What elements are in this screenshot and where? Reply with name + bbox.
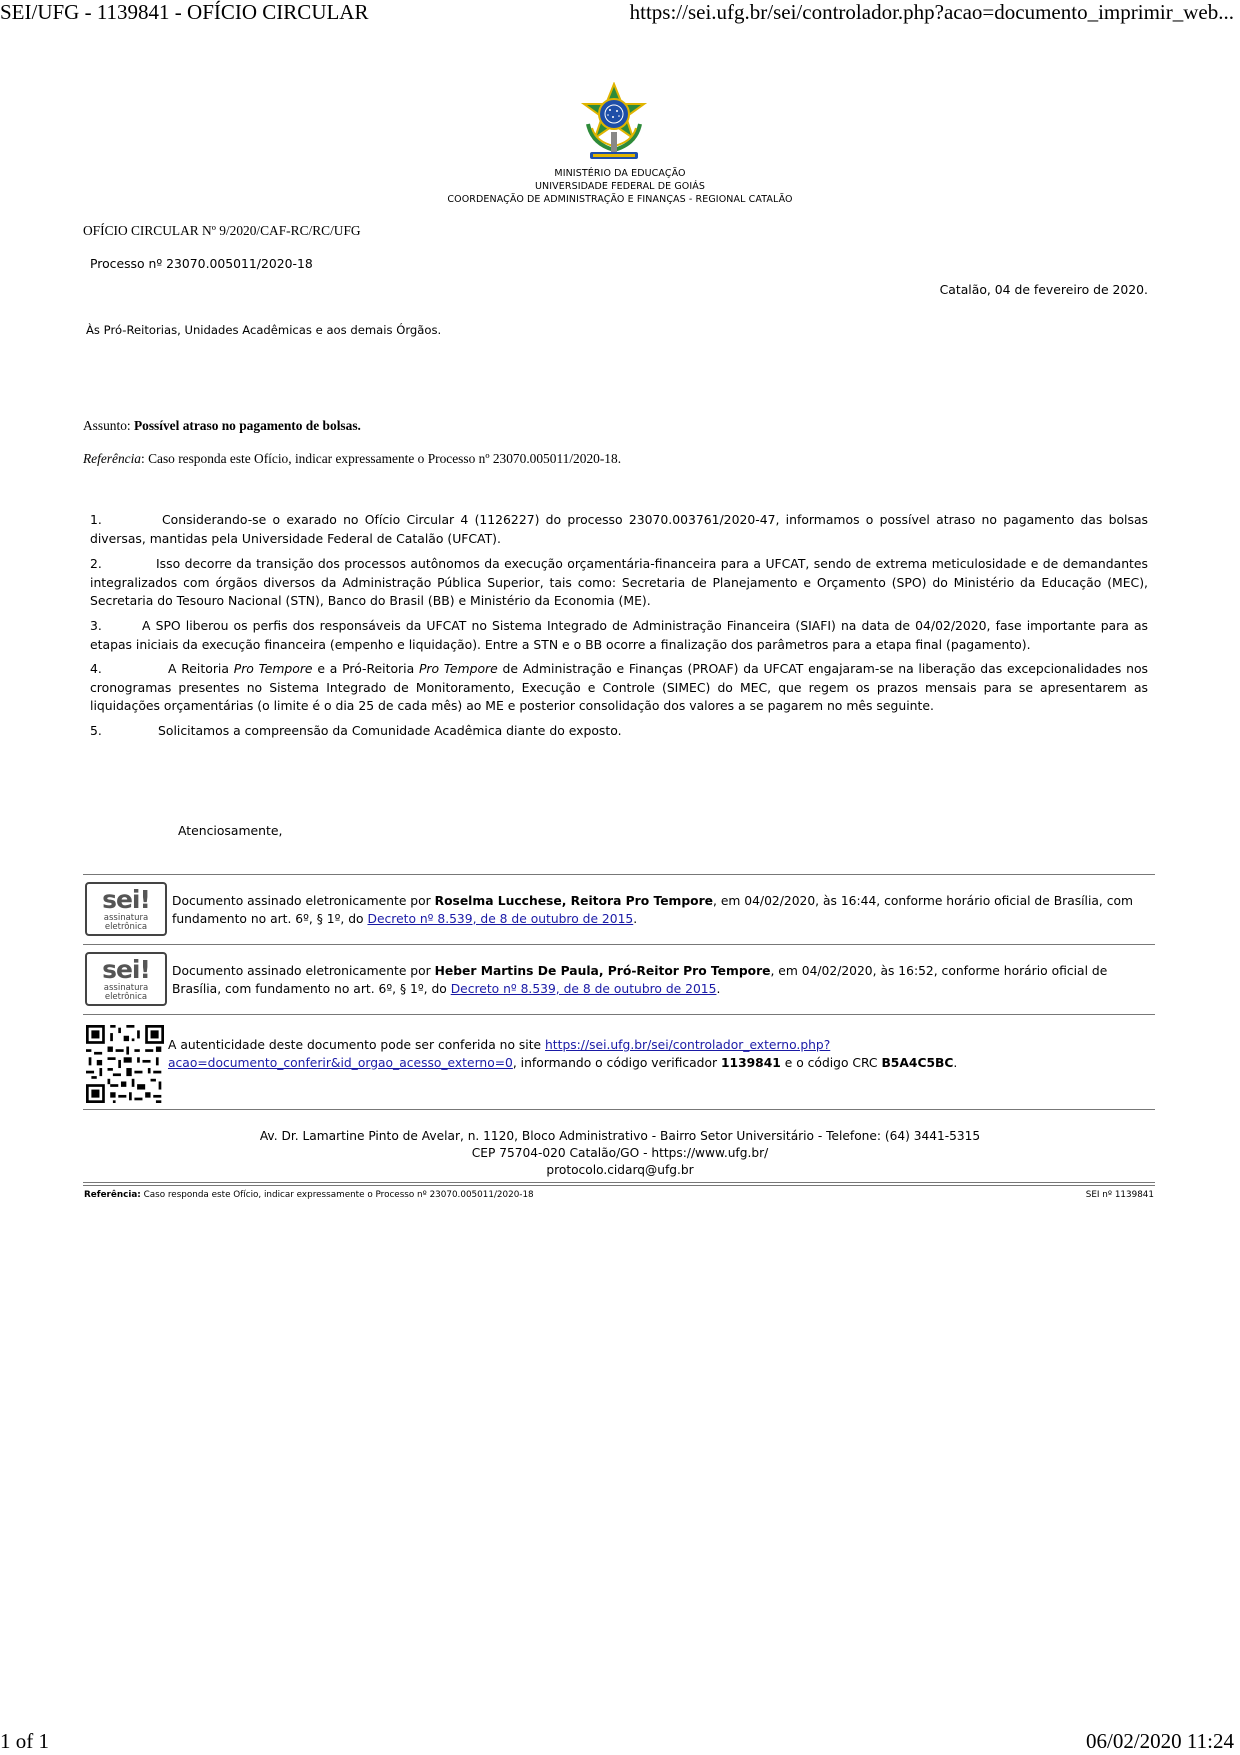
paragraph-number: 2. bbox=[90, 556, 102, 571]
paragraph-text: Isso decorre da transição dos processos autônomos da execução orçamentária-financeira para a UFCAT, sendo de extrema meticulosidade e de demandantes integralizados com órgãos diversos da Administração Pública Superior, tais como: Secretaria de Planejamento e Orçamento (SPO) do Ministério da Educação (MEC), Secretaria do Tesouro Nacional (STN), Banco do Brasil (BB) e Ministério da Economia (ME). bbox=[90, 556, 1148, 608]
subject-line bbox=[83, 418, 361, 434]
reference-line bbox=[83, 451, 621, 467]
place-date: Catalão, 04 de fevereiro de 2020. bbox=[939, 282, 1148, 297]
signature-suffix: . bbox=[633, 911, 638, 926]
paragraph-text: A SPO liberou os perfis dos responsáveis da UFCAT no Sistema Integrado de Administração Financeira (SIAFI) na data de 04/02/2020, fase importante para as etapas iniciais da execução financeira (empenho e liquidação). Entre a STN e o BB ocorre a finalização dos parâmetros para a etapa final (pagamento). bbox=[90, 618, 1148, 652]
address-line-2: CEP 75704-020 Catalão/GO - https://www.ufg.br/ bbox=[471, 1146, 769, 1160]
letterhead-department: COORDENAÇÃO DE ADMINISTRAÇÃO E FINANÇAS - REGIONAL CATALÃO bbox=[447, 194, 793, 205]
paragraph-2 bbox=[90, 555, 1148, 611]
paragraph-text-part: A Reitoria bbox=[168, 661, 234, 676]
process-number: Processo nº 23070.005011/2020-18 bbox=[90, 256, 313, 271]
print-datetime: 06/02/2020 11:24 bbox=[1086, 1729, 1234, 1753]
signature-middle: , em 04/02/2020, às 16:44, conforme horário oficial de Brasília, com fundamento no art. 6º, § 1º, do bbox=[172, 894, 1134, 926]
bottom-reference bbox=[84, 1190, 534, 1200]
signer-name: Heber Martins De Paula, Pró-Reitor Pro Tempore bbox=[434, 964, 771, 978]
sei-number: SEI nº 1139841 bbox=[1085, 1190, 1154, 1200]
signature-text-1 bbox=[172, 893, 1152, 928]
verification-link[interactable]: https://sei.ufg.br/sei/controlador_externo.php?acao=documento_conferir&id_orgao_acesso_externo=0 bbox=[168, 1038, 831, 1070]
bottom-reference-text: Caso responda este Ofício, indicar expressamente o Processo nº 23070.005011/2020-18 bbox=[140, 1190, 534, 1200]
print-page-title: SEI/UFG - 1139841 - OFÍCIO CIRCULAR bbox=[0, 0, 369, 24]
signature-suffix: . bbox=[716, 981, 721, 996]
paragraph-3 bbox=[90, 617, 1148, 654]
crc-label: e o código CRC bbox=[780, 1055, 882, 1070]
paragraph-4 bbox=[90, 660, 1148, 716]
paragraph-number: 1. bbox=[90, 512, 102, 527]
bottom-reference-label: Referência: bbox=[84, 1190, 141, 1200]
decree-link[interactable]: Decreto nº 8.539, de 8 de outubro de 2015 bbox=[450, 981, 717, 996]
letterhead-ministry: MINISTÉRIO DA EDUCAÇÃO bbox=[554, 168, 686, 179]
signature-block-1 bbox=[83, 874, 1155, 945]
signer-name: Roselma Lucchese, Reitora Pro Tempore bbox=[434, 894, 714, 908]
sei-logo-text: sei! bbox=[102, 955, 150, 984]
paragraph-text: Solicitamos a compreensão da Comunidade Acadêmica diante do exposto. bbox=[158, 723, 622, 738]
paragraph-1 bbox=[90, 511, 1148, 548]
paragraph-number: 4. bbox=[90, 661, 102, 676]
brazil-coat-of-arms-icon bbox=[578, 82, 650, 164]
signature-block-2 bbox=[83, 944, 1155, 1015]
paragraph-5 bbox=[90, 722, 1148, 741]
letterhead-university: UNIVERSIDADE FEDERAL DE GOIÁS bbox=[535, 181, 705, 192]
authenticity-block bbox=[83, 1014, 1155, 1110]
paragraph-number: 5. bbox=[90, 723, 102, 738]
sei-logo-caption: eletrônica bbox=[104, 922, 148, 932]
sei-logo-caption: assinatura bbox=[103, 983, 149, 993]
paragraph-text-part: de Administração e Finanças (PROAF) da UFCAT engajaram-se na liberação das excepcionalidades nos cronogramas presentes no Sistema Integrado de Monitoramento, Execução e Controle (SIMEC) do MEC, que regem os prazos mensais para se apresentarem as liquidações orçamentárias (o limite é o dia 25 de cada mês) ao ME e posterior consolidação dos valores a se pagarem no mês seguinte. bbox=[90, 661, 1149, 713]
signature-prefix: Documento assinado eletronicamente por bbox=[172, 894, 435, 908]
subject-text: Possível atraso no pagamento de bolsas. bbox=[133, 418, 361, 433]
paragraph-italic-part: Pro Tempore bbox=[233, 661, 313, 676]
sei-signature-logo-icon bbox=[85, 882, 167, 936]
crc-code: B5A4C5BC bbox=[881, 1055, 954, 1070]
address-line-3: protocolo.cidarq@ufg.br bbox=[546, 1163, 694, 1177]
authenticity-middle: , informando o código verificador bbox=[512, 1055, 721, 1070]
document-number: OFÍCIO CIRCULAR Nº 9/2020/CAF-RC/RC/UFG bbox=[83, 223, 361, 238]
address-line-1: Av. Dr. Lamartine Pinto de Avelar, n. 1120, Bloco Administrativo - Bairro Setor Universitário - Telefone: (64) 3441-5315 bbox=[259, 1129, 981, 1143]
footer-divider bbox=[83, 1182, 1155, 1186]
reference-text: : Caso responda este Ofício, indicar expressamente o Processo nº 23070.005011/2020-18. bbox=[141, 451, 622, 466]
verifier-code: 1139841 bbox=[720, 1055, 781, 1070]
sei-logo-text: sei! bbox=[102, 885, 150, 914]
signature-middle: , em 04/02/2020, às 16:52, conforme horário oficial de Brasília, com fundamento no art. 6º, § 1º, do bbox=[172, 964, 1108, 996]
reference-label: Referência bbox=[83, 451, 141, 466]
print-page-count: 1 of 1 bbox=[0, 1729, 49, 1753]
authenticity-prefix: A autenticidade deste documento pode ser conferida no site bbox=[168, 1038, 546, 1052]
paragraph-text-part: e a Pró-Reitoria bbox=[312, 661, 419, 676]
subject-label: Assunto: bbox=[83, 418, 134, 433]
authenticity-suffix: . bbox=[953, 1055, 958, 1070]
signature-prefix: Documento assinado eletronicamente por bbox=[172, 964, 435, 978]
print-page-url: https://sei.ufg.br/sei/controlador.php?acao=documento_imprimir_web... bbox=[629, 0, 1234, 24]
authenticity-text bbox=[168, 1037, 1153, 1072]
decree-link[interactable]: Decreto nº 8.539, de 8 de outubro de 2015 bbox=[367, 911, 634, 926]
sei-logo-caption: assinatura bbox=[103, 913, 149, 923]
recipient: Às Pró-Reitorias, Unidades Acadêmicas e aos demais Órgãos. bbox=[86, 323, 442, 337]
paragraph-number: 3. bbox=[90, 618, 102, 633]
closing: Atenciosamente, bbox=[178, 823, 283, 838]
sei-signature-logo-icon bbox=[85, 952, 167, 1006]
sei-logo-caption: eletrônica bbox=[104, 992, 148, 1002]
paragraph-text: Considerando-se o exarado no Ofício Circular 4 (1126227) do processo 23070.003761/2020-47, informamos o possível atraso no pagamento das bolsas diversas, mantidas pela Universidade Federal de Catalão (UFCAT). bbox=[90, 512, 1148, 546]
qr-code-icon bbox=[86, 1025, 164, 1103]
signature-text-2 bbox=[172, 963, 1152, 998]
paragraph-italic-part: Pro Tempore bbox=[418, 661, 498, 676]
